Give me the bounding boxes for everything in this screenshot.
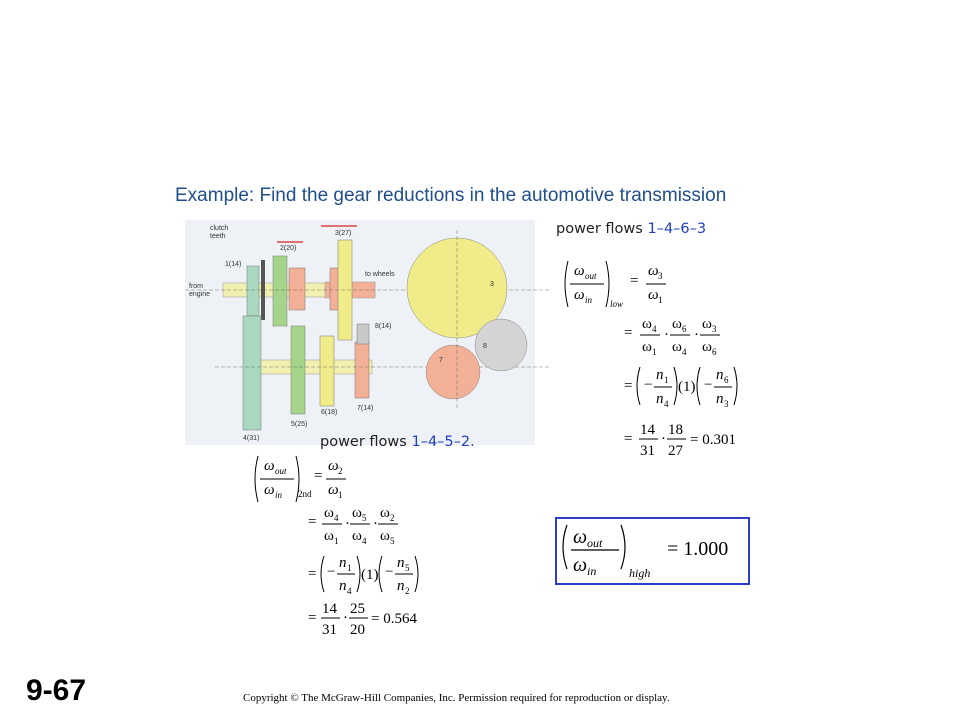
label-gear2: 2(20) (280, 245, 297, 252)
svg-text:n: n (716, 367, 724, 383)
svg-text:low: low (610, 299, 624, 309)
gear-2 (273, 256, 287, 326)
svg-text:14: 14 (640, 422, 655, 438)
svg-text:=: = (624, 325, 633, 341)
svg-text:ω: ω (642, 339, 652, 355)
svg-text:6: 6 (724, 375, 729, 385)
svg-text:3: 3 (658, 271, 663, 281)
svg-text:ω: ω (574, 287, 585, 303)
slide-title: Example: Find the gear reductions in the automotive transmission (175, 185, 727, 206)
svg-text:n: n (339, 555, 347, 571)
svg-text:ω: ω (264, 482, 275, 498)
svg-text:ω: ω (352, 505, 362, 521)
label-circle7: 7 (439, 357, 443, 364)
svg-text:20: 20 (350, 622, 365, 638)
svg-text:25: 25 (350, 601, 365, 617)
svg-text:1: 1 (664, 375, 669, 385)
gear-7 (355, 342, 369, 398)
svg-text:2nd: 2nd (298, 489, 312, 499)
label-gear5: 5(25) (291, 421, 308, 428)
svg-text:ω: ω (648, 263, 659, 279)
svg-text:ω: ω (702, 316, 712, 332)
svg-text:·: · (661, 431, 666, 447)
svg-text:4: 4 (362, 536, 367, 546)
svg-text:1: 1 (334, 536, 339, 546)
svg-text:n: n (397, 578, 405, 594)
svg-text:ω: ω (702, 339, 712, 355)
power-flow-2nd-label (320, 434, 475, 450)
svg-text:n: n (716, 391, 724, 407)
svg-text:ω: ω (648, 287, 659, 303)
svg-text:ω: ω (352, 528, 362, 544)
label-circle3: 3 (490, 281, 494, 288)
svg-text:2: 2 (338, 466, 343, 476)
svg-text:=: = (624, 431, 633, 447)
svg-text:n: n (339, 578, 347, 594)
power-flow-sequence: 1–4–6–3 (647, 221, 707, 237)
svg-text:=: = (308, 610, 317, 626)
equation-low (560, 255, 760, 465)
high-gear-equation (557, 519, 748, 583)
label-gear7: 7(14) (357, 405, 374, 412)
svg-text:ω: ω (573, 554, 588, 576)
svg-text:ω: ω (574, 263, 585, 279)
svg-text:ω: ω (324, 528, 334, 544)
label-gear4: 4(31) (243, 435, 260, 442)
svg-text:n: n (656, 391, 664, 407)
svg-text:27: 27 (668, 443, 683, 459)
svg-text:ω: ω (328, 482, 339, 498)
svg-text:4: 4 (664, 399, 669, 409)
svg-text:4: 4 (652, 324, 657, 334)
svg-text:n: n (397, 555, 405, 571)
svg-text:6: 6 (712, 347, 717, 357)
svg-text:ω: ω (672, 339, 682, 355)
svg-text:1: 1 (347, 563, 352, 573)
synchronizer-1 (289, 268, 305, 310)
svg-text:ω: ω (672, 316, 682, 332)
svg-text:out: out (275, 466, 287, 476)
gear-1 (247, 266, 259, 316)
svg-text:4: 4 (334, 513, 339, 523)
svg-text:1: 1 (338, 490, 343, 500)
svg-text:in: in (587, 564, 597, 578)
svg-text:(1): (1) (678, 379, 696, 395)
svg-text:ω: ω (573, 526, 588, 548)
svg-text:6: 6 (682, 324, 687, 334)
svg-text:·: · (664, 327, 669, 343)
svg-text:=: = (308, 514, 317, 530)
svg-text:=: = (308, 566, 317, 582)
svg-text:−: − (385, 564, 394, 580)
circle-gear-7 (426, 345, 480, 399)
svg-text:ω: ω (380, 528, 390, 544)
label-from: from (189, 283, 203, 290)
high-gear-equation-box (555, 517, 750, 585)
transmission-diagram (185, 220, 550, 450)
label-circle8: 8 (483, 343, 487, 350)
svg-text:2: 2 (390, 513, 395, 523)
gear-8 (357, 324, 369, 344)
svg-text:ω: ω (324, 505, 334, 521)
svg-text:−: − (644, 377, 653, 393)
svg-text:31: 31 (322, 622, 337, 638)
svg-text:in: in (275, 490, 283, 500)
svg-text:(1): (1) (361, 567, 379, 583)
svg-text:1: 1 (658, 295, 663, 305)
slide-number: 9-67 (26, 674, 87, 707)
label-clutch: clutch (210, 225, 229, 232)
power-flow-prefix: power flows (320, 434, 412, 450)
svg-text:= 1.000: = 1.000 (667, 538, 729, 560)
label-teeth: teeth (210, 233, 226, 240)
svg-text:out: out (585, 271, 597, 281)
svg-text:4: 4 (347, 586, 352, 596)
label-gear1: 1(14) (225, 261, 242, 268)
label-gear8: 8(14) (375, 323, 392, 330)
gear-5 (291, 326, 305, 414)
svg-text:18: 18 (668, 422, 683, 438)
svg-text:1: 1 (652, 347, 657, 357)
svg-text:=: = (624, 378, 633, 394)
svg-text:ω: ω (642, 316, 652, 332)
svg-text:3: 3 (712, 324, 717, 334)
gear-6 (320, 336, 334, 406)
svg-text:−: − (704, 377, 713, 393)
svg-text:in: in (585, 295, 593, 305)
svg-text:4: 4 (682, 347, 687, 357)
svg-text:=: = (630, 273, 639, 289)
svg-text:5: 5 (390, 536, 395, 546)
svg-text:2: 2 (405, 586, 410, 596)
svg-text:ω: ω (264, 458, 275, 474)
svg-text:31: 31 (640, 443, 655, 459)
label-to-wheels: to wheels (365, 271, 395, 278)
svg-text:5: 5 (362, 513, 367, 523)
svg-text:n: n (656, 367, 664, 383)
label-gear3: 3(27) (335, 230, 352, 237)
svg-text:·: · (345, 516, 350, 532)
svg-text:·: · (343, 610, 348, 626)
power-flow-prefix: power flows (556, 221, 648, 237)
label-engine: engine (189, 291, 211, 298)
svg-text:ω: ω (380, 505, 390, 521)
svg-text:14: 14 (322, 601, 337, 617)
svg-text:out: out (587, 536, 603, 550)
svg-text:·: · (373, 516, 378, 532)
svg-text:·: · (694, 327, 699, 343)
copyright-notice: Copyright © The McGraw-Hill Companies, Inc. Permission required for reproduction or display. (243, 692, 670, 704)
svg-text:3: 3 (724, 399, 729, 409)
power-flow-sequence: 1–4–5–2. (411, 434, 475, 450)
svg-text:high: high (629, 566, 651, 580)
svg-text:5: 5 (405, 563, 410, 573)
label-gear6: 6(18) (321, 409, 338, 416)
svg-text:−: − (327, 564, 336, 580)
svg-text:= 0.301: = 0.301 (690, 432, 736, 448)
svg-text:=: = (314, 468, 323, 484)
svg-text:ω: ω (328, 458, 339, 474)
svg-text:= 0.564: = 0.564 (371, 611, 417, 627)
power-flow-low-label (556, 221, 706, 237)
equation-2nd (250, 450, 450, 640)
gear-4 (243, 316, 261, 430)
